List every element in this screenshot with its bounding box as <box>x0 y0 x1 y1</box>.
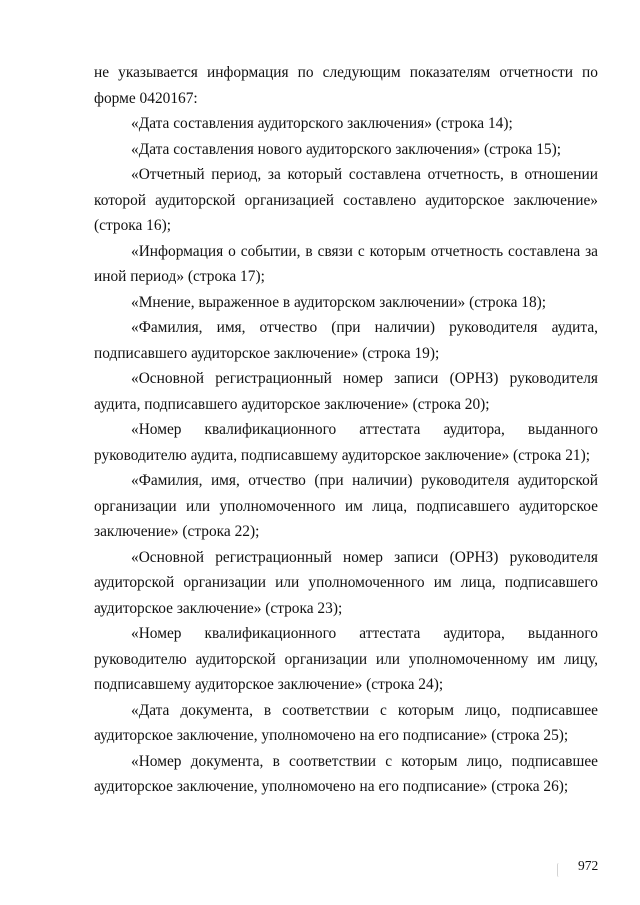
list-item-line-25: «Дата документа, в соответствии с которым лицо, подписавшее аудиторское заключение, уполномочено на его подписание» (строка 25); <box>94 701 598 744</box>
list-item-line-20: «Основной регистрационный номер записи (ОРНЗ) руководителя аудита, подписавшего аудиторское заключение» (строка 20); <box>94 370 598 413</box>
list-item-line-24: «Номер квалификационного аттестата аудитора, выданного руководителю аудиторской организации или уполномоченному им лицу, подписавшему аудиторское заключение» (строка 24); <box>94 625 598 693</box>
list-item-line-15: «Дата составления нового аудиторского заключения» (строка 15); <box>131 140 562 158</box>
list-item-line-19: «Фамилия, имя, отчество (при наличии) руководителя аудита, подписавшего аудиторское заключение» (строка 19); <box>94 319 598 362</box>
list-item-line-16: «Отчетный период, за который составлена отчетность, в отношении которой аудиторской организацией составлено аудиторское заключение» (строка 16); <box>94 166 598 234</box>
list-item-line-23: «Основной регистрационный номер записи (ОРНЗ) руководителя аудиторской организации или уполномоченного им лица, подписавшего аудиторское заключение» (строка 23); <box>94 548 598 617</box>
list-item-line-17: «Информация о событии, в связи с которым отчетность составлена за иной период» (строка 17); <box>94 242 598 285</box>
list-item-line-22: «Фамилия, имя, отчество (при наличии) руководителя аудиторской организации или уполномоченного им лица, подписавшего аудиторское заключение» (строка 22); <box>94 472 598 540</box>
list-item-line-26: «Номер документа, в соответствии с которым лицо, подписавшее аудиторское заключение, уполномочено на его подписание» (строка 26); <box>94 752 598 795</box>
document-body <box>94 60 598 800</box>
page-number: 972 <box>578 858 599 873</box>
list-item-line-21: «Номер квалификационного аттестата аудитора, выданного руководителю аудита, подписавшему аудиторское заключение» (строка 21); <box>94 421 598 464</box>
list-item-line-18: «Мнение, выраженное в аудиторском заключении» (строка 18); <box>131 293 547 311</box>
scan-edge-mark <box>557 863 561 877</box>
list-item-line-14: «Дата составления аудиторского заключения» (строка 14); <box>131 115 513 132</box>
intro-paragraph: не указывается информация по следующим показателям отчетности по форме 0420167: <box>94 64 598 107</box>
